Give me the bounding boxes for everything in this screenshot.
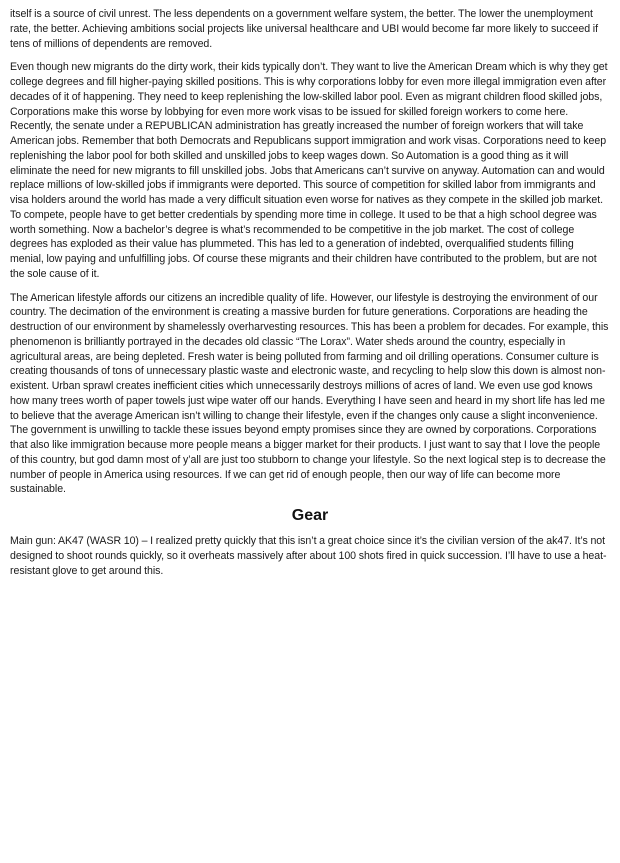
paragraph-migrants-jobs: Even though new migrants do the dirty work, their kids typically don’t. They want to live the American Dream which is why they get college degrees and fill higher-paying skilled positions. This is why corporations lobby for even more illegal immigration even after decades of it of happening. They need to keep replenishing the low-skilled labor pool. Even as migrant children flood skilled jobs, Corporations make this worse by lobbying for even more work visas to be issued for skilled foreign workers to come here. Recently, the senate under a REPUBLICAN administration has greatly increased the number of foreign workers that will take American jobs. Remember that both Democrats and Republicans support immigration and work visas. Corporations need to keep replenishing the labor pool for both skilled and unskilled jobs to keep wages down. So Automation is a good thing as it will eliminate the need for new migrants to fill unskilled jobs. Jobs that Americans can’t survive on anyway. Automation can and would replace millions of low-skilled jobs if immigrants were deported. This source of competition for skilled labor from immigrants and visa holders around the world has made a very difficult situation even worse for natives as they compete in the skilled job market. To compete, people have to get better credentials by spending more time in college. It used to be that a high school degree was worth something. Now a bachelor’s degree is what’s recommended to be competitive in the job market. The cost of college degrees has exploded as their value has plummeted. This has led to a generation of indebted, overqualified students filling menial, low paying and unfulfilling jobs. Of course these migrants and their children have contributed to the problem, but are not the sole cause of it.: [10, 61, 608, 280]
paragraph-environment: The American lifestyle affords our citizens an incredible quality of life. However, our lifestyle is destroying the environment of our country. The decimation of the environment is creating a massive burden for future generations. Corporations are heading the destruction of our environment by shamelessly overharvesting resources. This has been a problem for decades. For example, this phenomenon is brilliantly portrayed in the decades old classic “The Lorax”. Water sheds around the country, especially in agricultural areas, are being depleted. Fresh water is being polluted from farming and oil drilling operations. Consumer culture is creating thousands of tons of unnecessary plastic waste and electronic waste, and recycling to help slow this down is almost non-existent. Urban sprawl creates inefficient cities which unnecessarily destroys millions of acres of land. We even use god knows how many trees worth of paper towels just wipe water off our hands. Everything I have seen and heard in my short life has led me to believe that the average American isn’t willing to change their lifestyle, even if the changes only cause a slight inconvenience. The government is unwilling to tackle these issues beyond empty promises since they are owned by corporations. Corporations that also like immigration because more people means a bigger market for their products. I just want to say that I love the people of this country, but god damn most of y’all are just too stubborn to change your lifestyle. So the next logical step is to decrease the number of people in America using resources. If we can get rid of enough people, then our way of life can become more sustainable.: [10, 291, 609, 496]
paragraph-main-gun: Main gun: AK47 (WASR 10) – I realized pretty quickly that this isn’t a great choice since it’s the civilian version of the ak47. It’s not designed to shoot rounds quickly, so it overheats massively after about 100 shots fired in quick succession. I’ll have to use a heat-resistant glove to get around this.: [10, 535, 607, 577]
section-heading-gear: Gear: [291, 507, 329, 524]
paragraph-unemployment: itself is a source of civil unrest. The less dependents on a government welfare system, the better. The lower the unemployment rate, the better. Achieving ambitions social projects like universal healthcare and UBI would become far more likely to succeed if tens of millions of dependents are removed.: [10, 8, 598, 50]
